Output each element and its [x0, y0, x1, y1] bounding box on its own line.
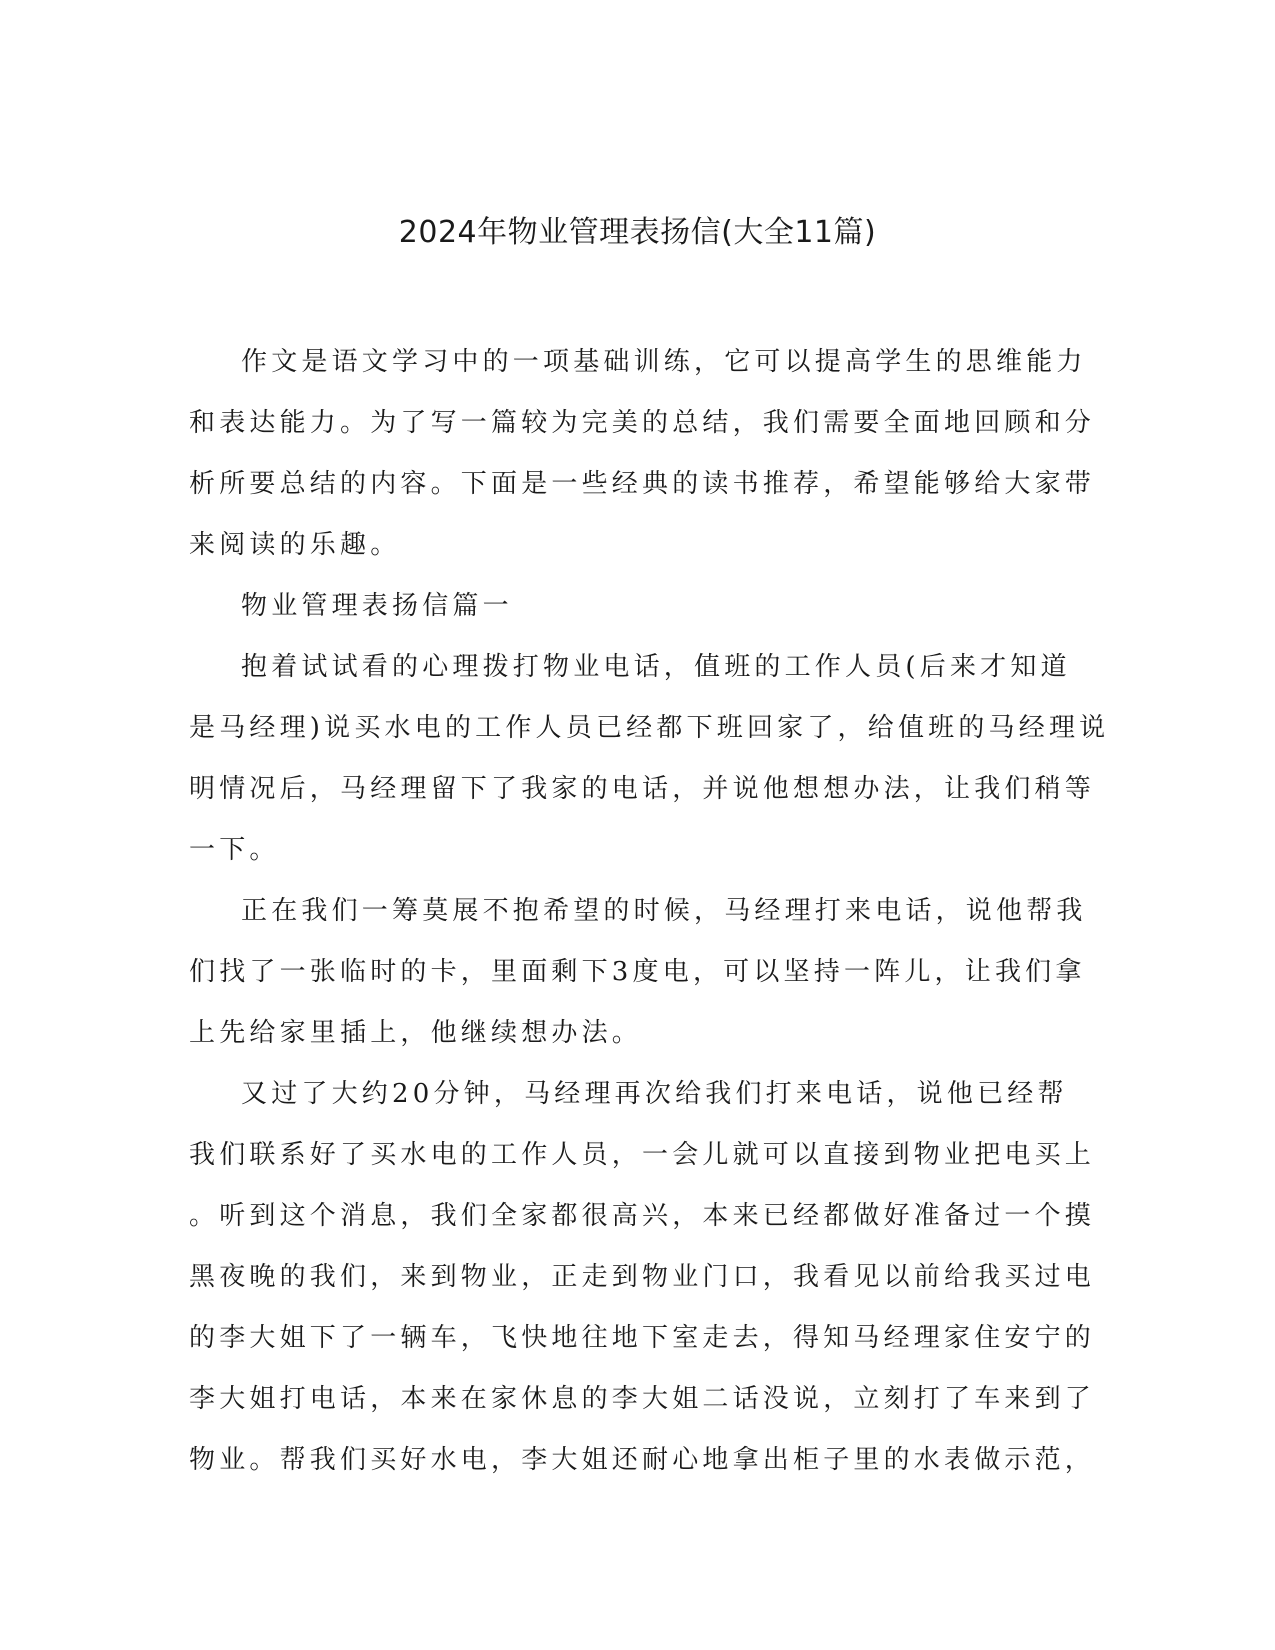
- document-body: [189, 332, 1110, 1491]
- text-line: 作文是语文学习中的一项基础训练，它可以提高学生的思维能力: [241, 347, 1087, 377]
- text-line: 。听到这个消息，我们全家都很高兴，本来已经都做好准备过一个摸: [189, 1201, 1096, 1231]
- section-heading: [189, 576, 1069, 637]
- paragraph-2: [189, 881, 1087, 1064]
- text-line: 黑夜晚的我们，来到物业，正走到物业门口，我看见以前给我买过电: [189, 1262, 1096, 1292]
- text-line: 抱着试试看的心理拨打物业电话，值班的工作人员(后来才知道: [241, 652, 1071, 682]
- text-line: 正在我们一筹莫展不抱希望的时候，马经理打来电话，说他帮我: [241, 896, 1087, 926]
- text-line: 明情况后，马经理留下了我家的电话，并说他想想办法，让我们稍等: [189, 774, 1096, 804]
- text-line: 析所要总结的内容。下面是一些经典的读书推荐，希望能够给大家带: [189, 469, 1096, 499]
- text-line: 上先给家里插上，他继续想办法。: [189, 1018, 643, 1048]
- text-line: 李大姐打电话，本来在家休息的李大姐二话没说，立刻打了车来到了: [189, 1384, 1096, 1414]
- text-line: 和表达能力。为了写一篇较为完美的总结，我们需要全面地回顾和分: [189, 408, 1096, 438]
- text-line: 是马经理)说买水电的工作人员已经都下班回家了，给值班的马经理说: [189, 713, 1110, 743]
- paragraph-1: [189, 637, 1110, 881]
- document-title: 2024年物业管理表扬信(大全11篇): [398, 215, 877, 250]
- text-line: 物业。帮我们买好水电，李大姐还耐心地拿出柜子里的水表做示范，: [189, 1445, 1096, 1475]
- paragraph-intro: [189, 332, 1096, 576]
- text-line: 的李大姐下了一辆车，飞快地往地下室走去，得知马经理家住安宁的: [189, 1323, 1096, 1353]
- text-line: 来阅读的乐趣。: [189, 530, 401, 560]
- text-line: 一下。: [189, 835, 280, 865]
- text-line: 物业管理表扬信篇一: [241, 591, 513, 621]
- text-line: 们找了一张临时的卡，里面剩下3度电，可以坚持一阵儿，让我们拿: [189, 957, 1086, 987]
- paragraph-3: [189, 1064, 1096, 1491]
- text-line: 我们联系好了买水电的工作人员，一会儿就可以直接到物业把电买上: [189, 1140, 1096, 1170]
- text-line: 又过了大约20分钟，马经理再次给我们打来电话，说他已经帮: [241, 1079, 1068, 1109]
